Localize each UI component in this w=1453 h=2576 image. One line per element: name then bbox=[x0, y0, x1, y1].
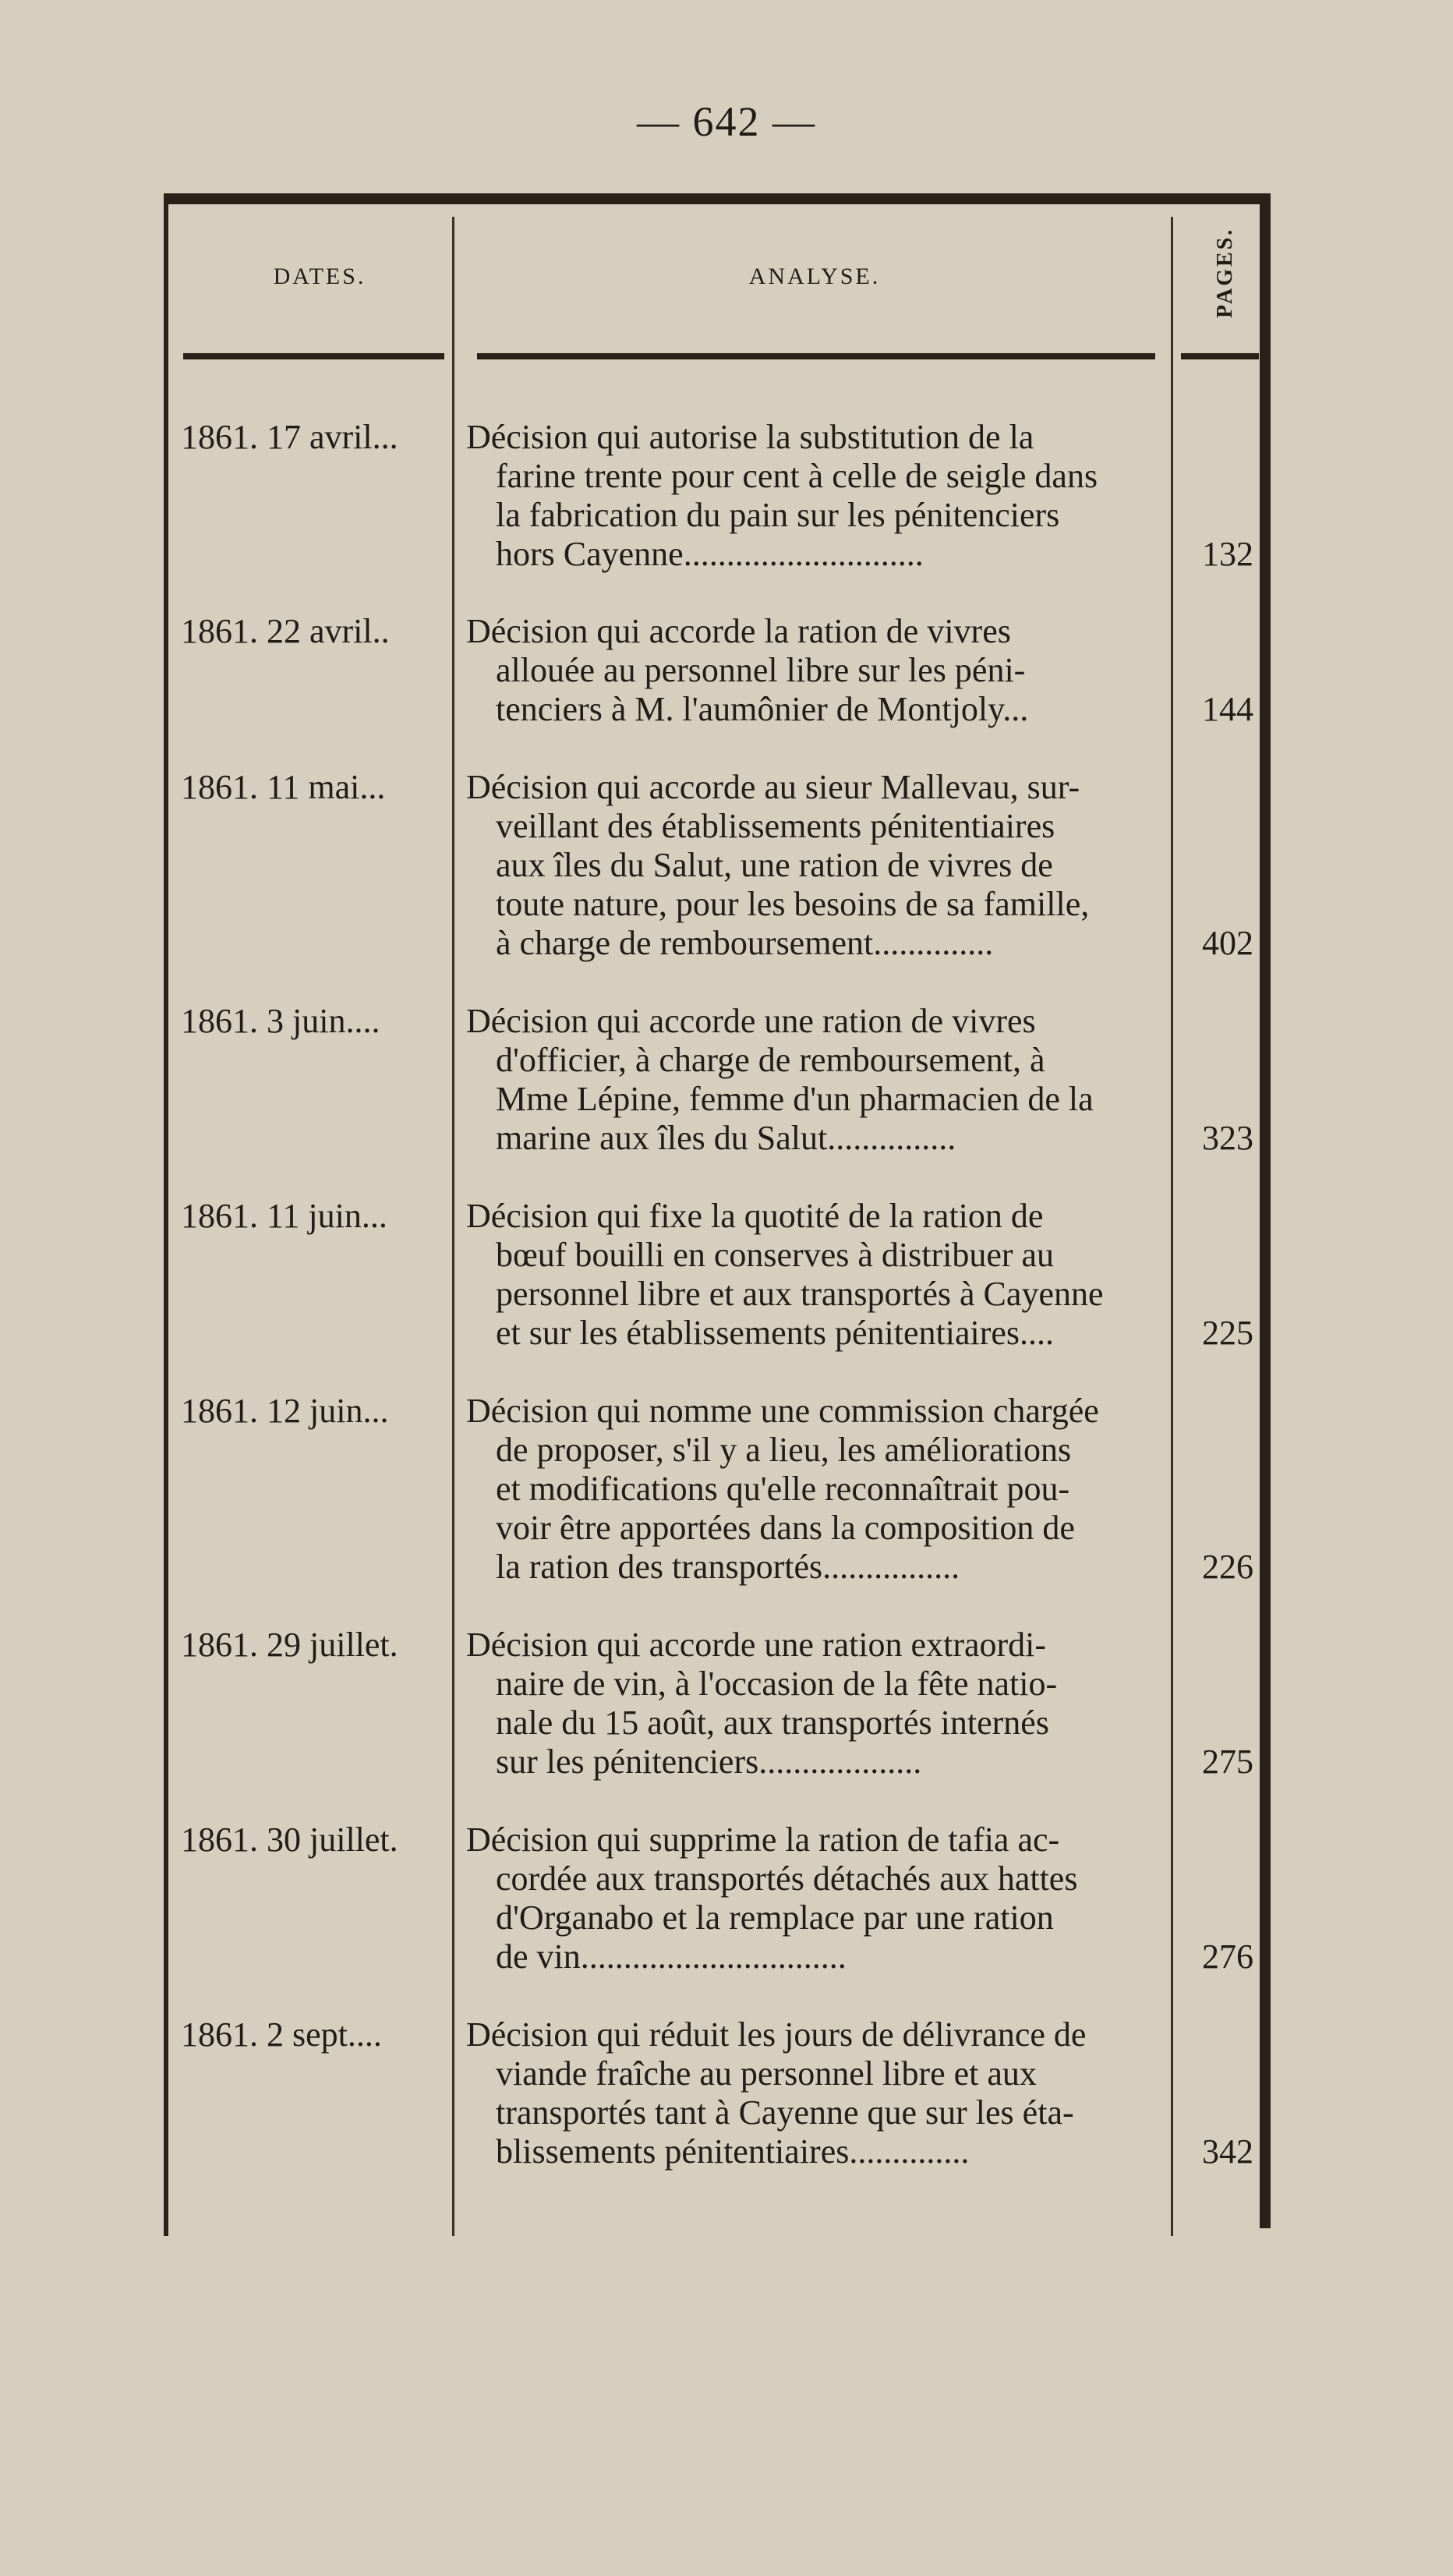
decision-table bbox=[164, 193, 1271, 2236]
entry-date: 1861. 22 avril.. bbox=[181, 612, 390, 650]
analysis-line: Décision qui fixe la quotité de la ration de bbox=[466, 1197, 1044, 1235]
analysis-line: de vin............................... bbox=[496, 1937, 847, 1976]
entry-date: 1861. 11 juin... bbox=[181, 1197, 387, 1235]
entry-date: 1861. 11 mai... bbox=[181, 768, 386, 806]
entry-date: 1861. 2 sept.... bbox=[181, 2015, 382, 2054]
table-right-border bbox=[1260, 193, 1271, 2228]
header-rule-pages bbox=[1181, 353, 1259, 359]
analysis-line: Décision qui accorde une ration de vivres bbox=[466, 1002, 1036, 1040]
entry-analysis bbox=[466, 1002, 1164, 1158]
analysis-line: aux îles du Salut, une ration de vivres de bbox=[496, 846, 1053, 884]
entry-page-number: 275 bbox=[1202, 1743, 1253, 1781]
entry-page-number: 132 bbox=[1202, 535, 1253, 573]
entry-page-number: 342 bbox=[1202, 2132, 1253, 2171]
analysis-line: blissements pénitentiaires.............. bbox=[496, 2132, 970, 2171]
entry-date: 1861. 17 avril... bbox=[181, 418, 398, 456]
analysis-line: Décision qui accorde au sieur Mallevau, sur- bbox=[466, 768, 1080, 806]
entry-analysis bbox=[466, 612, 1164, 729]
analysis-line: voir être apportées dans la composition de bbox=[496, 1509, 1075, 1547]
analysis-line: allouée au personnel libre sur les péni- bbox=[496, 651, 1026, 689]
analysis-line: à charge de remboursement.............. bbox=[496, 924, 994, 962]
analysis-line: la ration des transportés................ bbox=[496, 1548, 960, 1586]
analysis-line: Décision qui accorde la ration de vivres bbox=[466, 612, 1011, 650]
analysis-line: personnel libre et aux transportés à Cayenne bbox=[496, 1275, 1104, 1313]
table-left-border bbox=[164, 193, 168, 2236]
header-analyse: ANALYSE. bbox=[748, 264, 881, 289]
entry-date: 1861. 3 juin.... bbox=[181, 1002, 380, 1040]
analysis-line: Décision qui réduit les jours de délivrance de bbox=[466, 2015, 1087, 2054]
entry-analysis bbox=[466, 1392, 1164, 1587]
analysis-line: toute nature, pour les besoins de sa famille, bbox=[496, 885, 1090, 923]
analysis-line: d'officier, à charge de remboursement, à bbox=[496, 1041, 1045, 1079]
analysis-line: cordée aux transportés détachés aux hattes bbox=[496, 1859, 1078, 1898]
table-top-border bbox=[164, 193, 1271, 204]
entry-date: 1861. 30 juillet. bbox=[181, 1821, 398, 1859]
analysis-line: la fabrication du pain sur les pénitenciers bbox=[496, 496, 1060, 534]
analysis-line: Mme Lépine, femme d'un pharmacien de la bbox=[496, 1080, 1094, 1118]
entry-analysis bbox=[466, 2015, 1164, 2171]
analysis-line: nale du 15 août, aux transportés internés bbox=[496, 1704, 1049, 1742]
analysis-line: naire de vin, à l'occasion de la fête natio- bbox=[496, 1665, 1058, 1703]
column-divider-dates bbox=[452, 217, 454, 2236]
analysis-line: veillant des établissements pénitentiaires bbox=[496, 807, 1055, 845]
page-number: — 642 — bbox=[637, 98, 816, 145]
entry-analysis bbox=[466, 768, 1164, 963]
entry-page-number: 225 bbox=[1202, 1314, 1253, 1352]
analysis-line: d'Organabo et la remplace par une ration bbox=[496, 1898, 1054, 1937]
analysis-line: hors Cayenne............................ bbox=[496, 535, 924, 573]
header-rule-analyse bbox=[477, 353, 1155, 359]
analysis-line: et sur les établissements pénitentiaires.... bbox=[496, 1314, 1055, 1352]
entry-date: 1861. 12 juin... bbox=[181, 1392, 389, 1430]
entry-date: 1861. 29 juillet. bbox=[181, 1626, 398, 1664]
entry-analysis bbox=[466, 418, 1164, 574]
entry-page-number: 402 bbox=[1202, 924, 1253, 962]
analysis-line: farine trente pour cent à celle de seigle dans bbox=[496, 457, 1098, 495]
analysis-line: bœuf bouilli en conserves à distribuer au bbox=[496, 1236, 1055, 1274]
analysis-line: viande fraîche au personnel libre et aux bbox=[496, 2054, 1037, 2093]
entry-analysis bbox=[466, 1821, 1164, 1976]
analysis-line: Décision qui accorde une ration extraordi- bbox=[466, 1626, 1047, 1664]
header-pages: PAGES. bbox=[1213, 227, 1237, 318]
column-divider-pages bbox=[1171, 217, 1173, 2236]
analysis-line: de proposer, s'il y a lieu, les améliorations bbox=[496, 1431, 1072, 1469]
analysis-line: Décision qui supprime la ration de tafia ac- bbox=[466, 1821, 1060, 1859]
analysis-line: Décision qui nomme une commission chargée bbox=[466, 1392, 1099, 1430]
entry-analysis bbox=[466, 1197, 1164, 1353]
entry-page-number: 144 bbox=[1202, 690, 1253, 728]
entry-analysis bbox=[466, 1626, 1164, 1782]
entry-page-number: 226 bbox=[1202, 1548, 1253, 1586]
header-dates: DATES. bbox=[273, 264, 366, 289]
entry-page-number: 323 bbox=[1202, 1119, 1253, 1157]
header-rule-dates bbox=[183, 353, 444, 359]
analysis-line: sur les pénitenciers................... bbox=[496, 1743, 922, 1781]
analysis-line: et modifications qu'elle reconnaîtrait pou- bbox=[496, 1470, 1070, 1508]
entry-page-number: 276 bbox=[1202, 1937, 1253, 1976]
analysis-line: tenciers à M. l'aumônier de Montjoly... bbox=[496, 690, 1029, 728]
analysis-line: Décision qui autorise la substitution de la bbox=[466, 418, 1034, 456]
analysis-line: transportés tant à Cayenne que sur les éta- bbox=[496, 2093, 1074, 2132]
analysis-line: marine aux îles du Salut............... bbox=[496, 1119, 956, 1157]
